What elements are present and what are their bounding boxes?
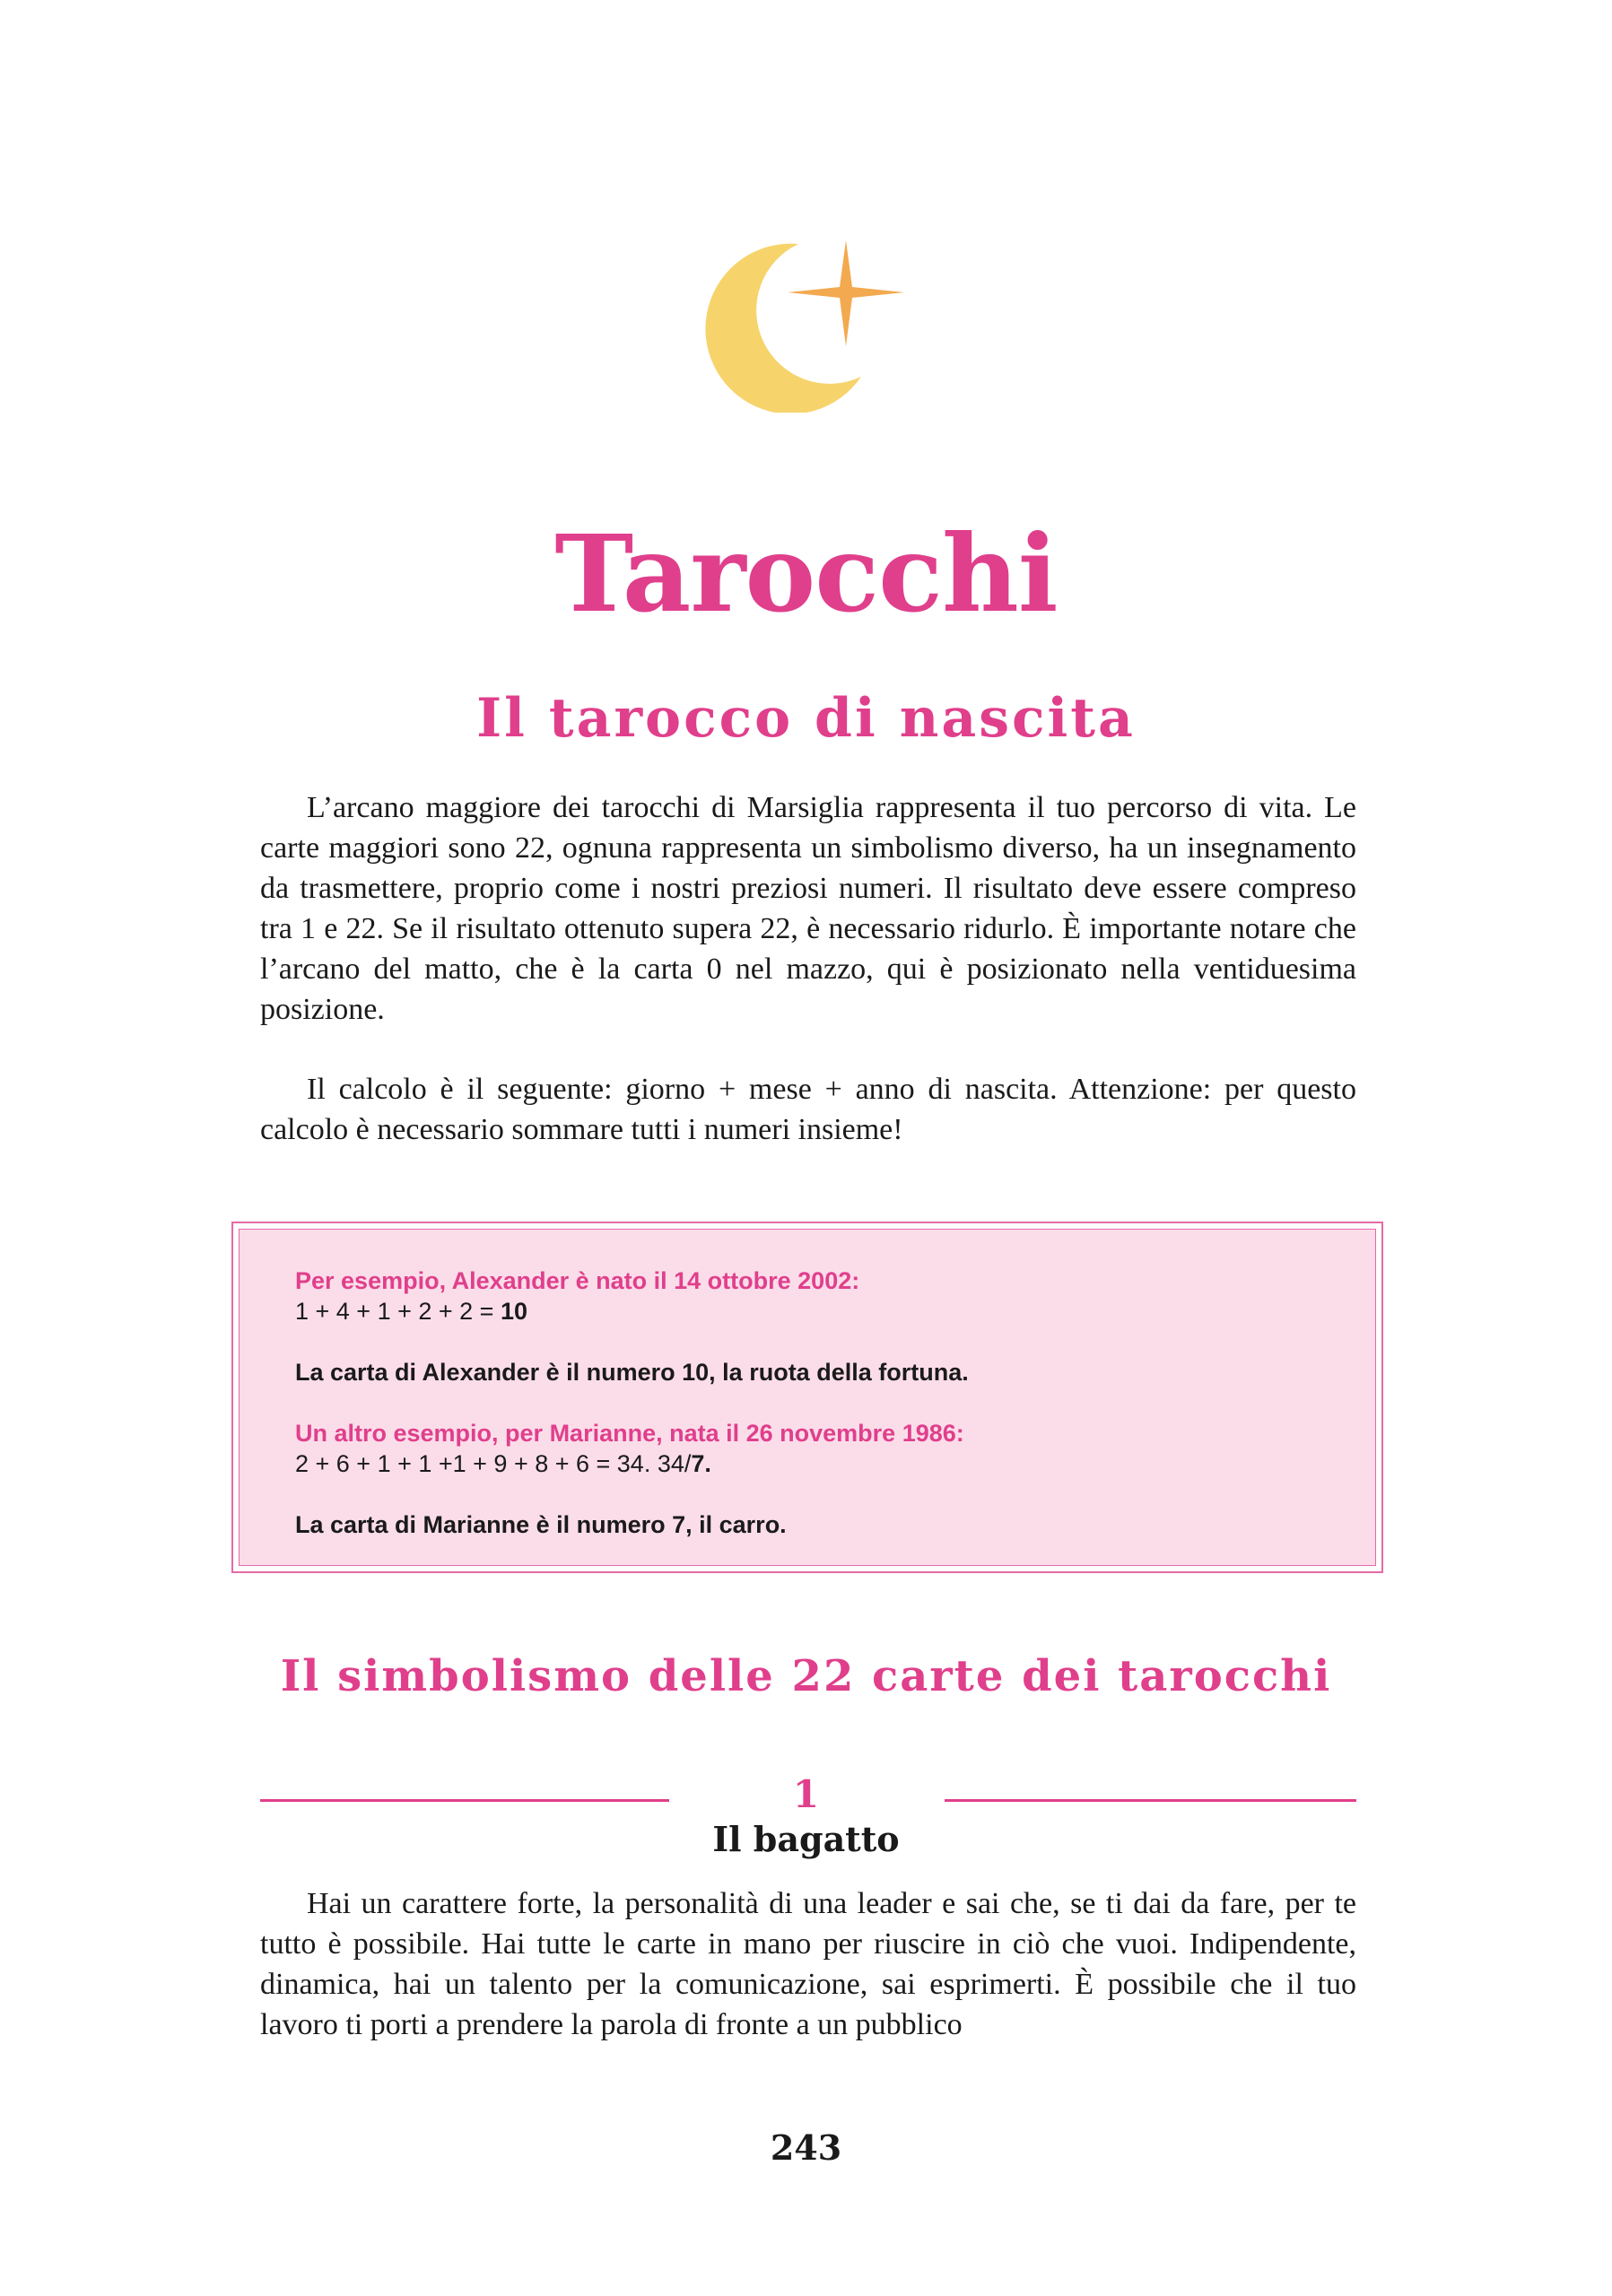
card-description: Hai un carattere forte, la personalità di una leader e sai che, se ti dai da fare, per te tutto è possibile. Hai tutte le carte in mano per riuscire in ciò che vuoi. Indipendente, dinamica, hai un talento per la comunicazione, sai esprimerti. È possibile che il tuo lavoro ti porti a prendere la parola di fronte a un pubblico — [260, 1887, 1356, 2041]
page-subtitle: Il tarocco di nascita — [476, 687, 1136, 750]
crescent-moon-icon — [705, 244, 861, 413]
card-name: Il bagatto — [712, 1819, 900, 1859]
crescent-moon-star-icon — [700, 224, 915, 413]
intro-paragraph: L’arcano maggiore dei tarocchi di Marsiglia rappresenta il tuo percorso di vita. Le carte maggiori sono 22, ognuna rappresenta un simbolismo diverso, ha un insegnamento da trasmettere, proprio come i nostri preziosi numeri. Il risultato deve essere compreso tra 1 e 22. Se il risultato ottenuto supera 22, è necessario ridurlo. È importante notare che l’arcano del matto, che è la carta 0 nel mazzo, qui è posizionato nella ventiduesima posizione. — [260, 791, 1356, 1026]
example-1-sum: 1 + 4 + 1 + 2 + 2 = — [295, 1298, 501, 1325]
example-1-title: Per esempio, Alexander è nato il 14 ottobre 2002: — [295, 1267, 860, 1294]
example-box — [231, 1222, 1383, 1573]
page-title: Tarocchi — [554, 511, 1058, 636]
calc-paragraph: Il calcolo è il seguente: giorno + mese + anno di nascita. Attenzione: per questo calcolo è necessario sommare tutti i numeri insieme! — [260, 1073, 1356, 1146]
card-number: 1 — [792, 1772, 820, 1816]
example-1-calc — [295, 1296, 527, 1326]
example-2-result: 7. — [691, 1450, 711, 1477]
example-box-inner — [239, 1229, 1376, 1566]
example-2-title: Un altro esempio, per Marianne, nata il 26 novembre 1986: — [295, 1420, 964, 1447]
example-1-result: 10 — [500, 1298, 527, 1325]
example-1-card: La carta di Alexander è il numero 10, la ruota della fortuna. — [295, 1359, 969, 1386]
page-number: 243 — [770, 2127, 842, 2168]
star-icon — [788, 240, 904, 346]
example-2-sum: 2 + 6 + 1 + 1 +1 + 9 + 8 + 6 = 34. 34/ — [295, 1450, 692, 1477]
example-2-card: La carta di Marianne è il numero 7, il carro. — [295, 1511, 787, 1538]
example-2-calc — [295, 1448, 711, 1479]
section-title: Il simbolismo delle 22 carte dei tarocchi — [280, 1651, 1332, 1701]
